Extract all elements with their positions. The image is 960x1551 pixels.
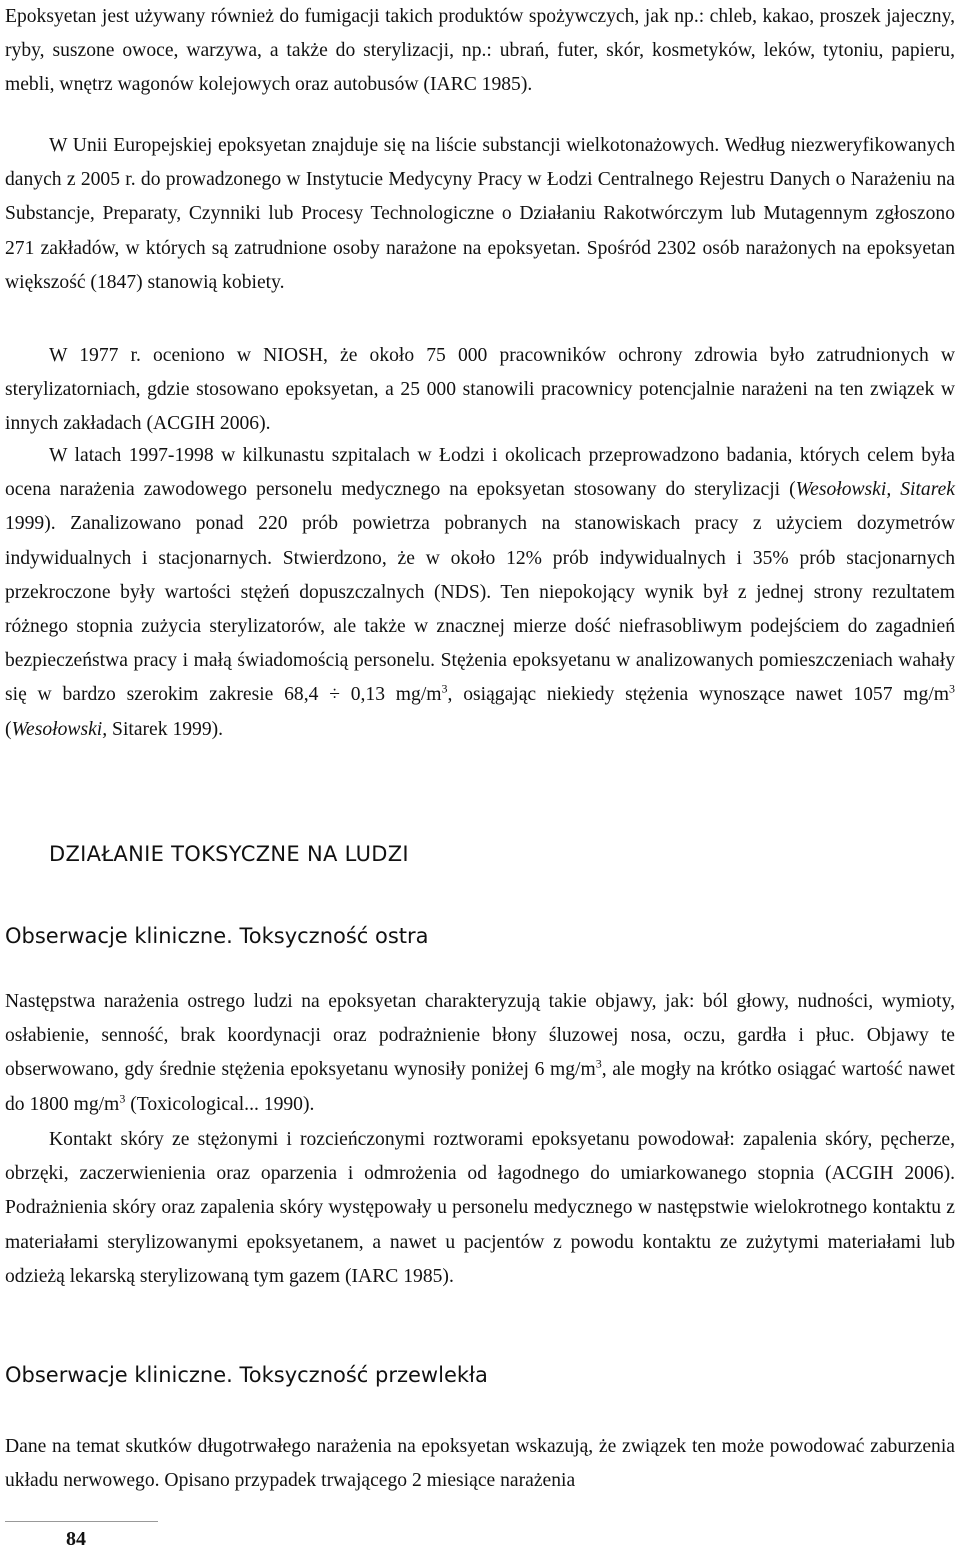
citation-italic: Wesołowski, Sitarek [795, 479, 955, 501]
subheading-acute-toxicity: Obserwacje kliniczne. Toksyczność ostra [5, 924, 429, 948]
citation-italic: Wesołowski, [11, 718, 108, 740]
paragraph-lodz-study [5, 439, 955, 747]
paragraph-acute-symptoms [5, 985, 955, 1122]
text-segment: , ale mogły na krótko osiągać wartość nawet do 1800 mg/m [5, 1059, 955, 1115]
text-segment: Następstwa narażenia ostrego ludzi na epoksyetan charakteryzują takie objawy, jak: ból głowy, nudności, wymioty, osłabienie, senność, brak koordynacji oraz podrażnienie błony śluzowej nosa, oczu, gardła i płuc. Objawy te obserwowano, gdy średnie stężenia epoksyetanu wynosiły poniżej 6 mg/m [5, 991, 955, 1081]
superscript: 3 [949, 681, 955, 696]
paragraph-eu-register: W Unii Europejskiej epoksyetan znajduje się na liście substancji wielkotonażowych. Według niezweryfikowanych danych z 2005 r. do prowadzonego w Instytucie Medycyny Pracy w Łodzi Centralnego Rejestru Danych o Narażeniu na Substancje, Preparaty, Czynniki lub Procesy Technologiczne o Działaniu Rakotwórczym lub Mutagennym zgłoszono 271 zakładów, w których są zatrudnione osoby narażone na epoksyetan. Spośród 2302 osób narażonych na epoksyetan większość (1847) stanowią kobiety. [5, 135, 955, 293]
superscript: 3 [441, 681, 448, 696]
text-segment: , osiągając niekiedy stężenia wynoszące nawet 1057 mg/m [447, 684, 949, 706]
paragraph-fumigation: Epoksyetan jest używany również do fumigacji takich produktów spożywczych, jak np.: chleb, kakao, proszek jajeczny, ryby, suszone owoce, warzywa, a także do sterylizacji, np.: ubrań, futer, skór, kosmetyków, leków, tytoniu, papieru, mebli, wnętrz wagonów kolejowych oraz autobusów (IARC 1985). [5, 6, 955, 96]
section-heading-toxic-effects: DZIAŁANIE TOKSYCZNE NA LUDZI [49, 842, 409, 866]
paragraph-chronic-effects: Dane na temat skutków długotrwałego narażenia na epoksyetan wskazują, że związek ten może powodować zaburzenia układu nerwowego. Opisano przypadek trwającego 2 miesiące narażenia [5, 1436, 955, 1492]
text-segment: 1999). Zanalizowano ponad 220 prób powietrza pobranych na stanowiskach pracy z użyciem dozymetrów indywidualnych i stacjonarnych. Stwierdzono, że w około 12% prób indywidualnych i 35% prób stacjonarnych przekroczone były wartości stężeń dopuszczalnych (NDS). Ten niepokojący wynik był z jednej strony rezultatem różnego stopnia zużycia sterylizatorów, ale także w znacznej mierze dość niefrasobliwym podejściem do zagadnień bezpieczeństwa pracy i małą świadomością personelu. Stężenia epoksyetanu w analizowanych pomieszczeniach wahały się w bardzo szerokim zakresie 68,4 ÷ 0,13 mg/m [5, 513, 955, 706]
text-segment: (Toxicological... 1990). [125, 1093, 315, 1115]
footer-divider [5, 1521, 158, 1522]
text-segment: Sitarek 1999). [107, 718, 224, 740]
paragraph-niosh: W 1977 r. oceniono w NIOSH, że około 75 000 pracowników ochrony zdrowia było zatrudnionych w sterylizatorniach, gdzie stosowano epoksyetan, a 25 000 stanowili pracownicy potencjalnie narażeni na ten związek w innych zakładach (ACGIH 2006). [5, 345, 955, 435]
page-number: 84 [66, 1528, 86, 1550]
text-segment: ( [5, 718, 12, 740]
text-segment: W latach 1997-1998 w kilkunastu szpitalach w Łodzi i okolicach przeprowadzono badania, których celem była ocena narażenia zawodowego personelu medycznego na epoksyetan stosowany do sterylizacji ( [5, 445, 955, 501]
subheading-chronic-toxicity: Obserwacje kliniczne. Toksyczność przewlekła [5, 1363, 488, 1387]
paragraph-skin-contact: Kontakt skóry ze stężonymi i rozcieńczonymi roztworami epoksyetanu powodował: zapalenia skóry, pęcherze, obrzęki, zaczerwienienia oraz oparzenia i odmrożenia od łagodnego do umiarkowanego stopnia (ACGIH 2006). Podrażnienia skóry oraz zapalenia skóry występowały u personelu medycznego w następstwie wielokrotnego kontaktu z materiałami sterylizowanymi epoksyetanem, a nawet u pacjentów z powodu kontaktu ze zużytymi materiałami lub odzieżą lekarską sterylizowaną tym gazem (IARC 1985). [5, 1129, 955, 1287]
superscript: 3 [595, 1056, 602, 1071]
superscript: 3 [119, 1091, 126, 1106]
